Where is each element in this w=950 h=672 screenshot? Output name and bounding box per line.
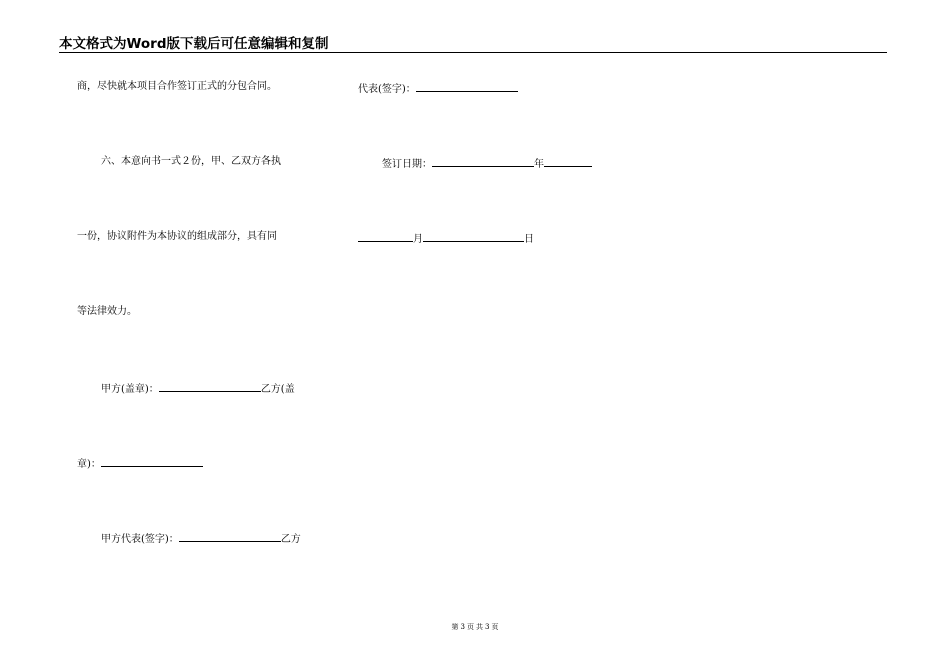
party-b-seal-line [77,455,203,472]
body-line-3: 一份，协议附件为本协议的组成部分，具有同 [77,231,277,242]
body-line-4: 等法律效力。 [77,306,137,317]
party-b-seal-blank [101,455,203,467]
party-a-seal-label: 甲方(盖章)： [101,384,159,395]
month-blank [358,230,413,242]
document-header-title: 本文格式为Word版下载后可任意编辑和复制 [59,36,329,52]
sign-date-label: 签订日期： [382,159,432,170]
footer-total-prefix: 共 [476,623,483,631]
rep-sign-label: 代表(签字)： [358,84,416,95]
footer-total-pages: 3 [485,623,490,631]
body-line-1: 商，尽快就本项目合作签订正式的分包合同。 [77,81,277,92]
party-a-seal-blank [159,380,261,392]
month-prefix-blank [544,155,592,167]
sign-date-line [382,155,592,172]
month-char: 月 [413,234,423,245]
party-a-rep-label: 甲方代表(签字)： [101,534,179,545]
body-line-2: 六、本意向书一式２份，甲、乙双方各执 [101,156,281,167]
party-b-seal-label-start: 乙方(盖 [260,384,295,395]
party-a-rep-line [101,530,301,547]
party-b-rep-label-start: 乙方 [280,534,301,545]
party-b-seal-label-end: 章)： [77,459,101,470]
footer-total-suffix: 页 [491,623,499,631]
page-footer [0,622,950,632]
footer-page-unit: 页 [467,623,474,631]
rep-sign-line [358,80,518,97]
footer-prefix: 第 [451,623,459,631]
footer-current-page: 3 [460,623,465,631]
year-char: 年 [534,159,544,170]
day-blank [423,230,524,242]
year-blank [432,155,534,167]
day-char: 日 [524,234,534,245]
rep-sign-blank [416,80,518,92]
month-day-line [358,230,534,247]
header-divider [59,52,887,53]
party-a-seal-line [101,380,295,397]
party-a-rep-blank [179,530,281,542]
